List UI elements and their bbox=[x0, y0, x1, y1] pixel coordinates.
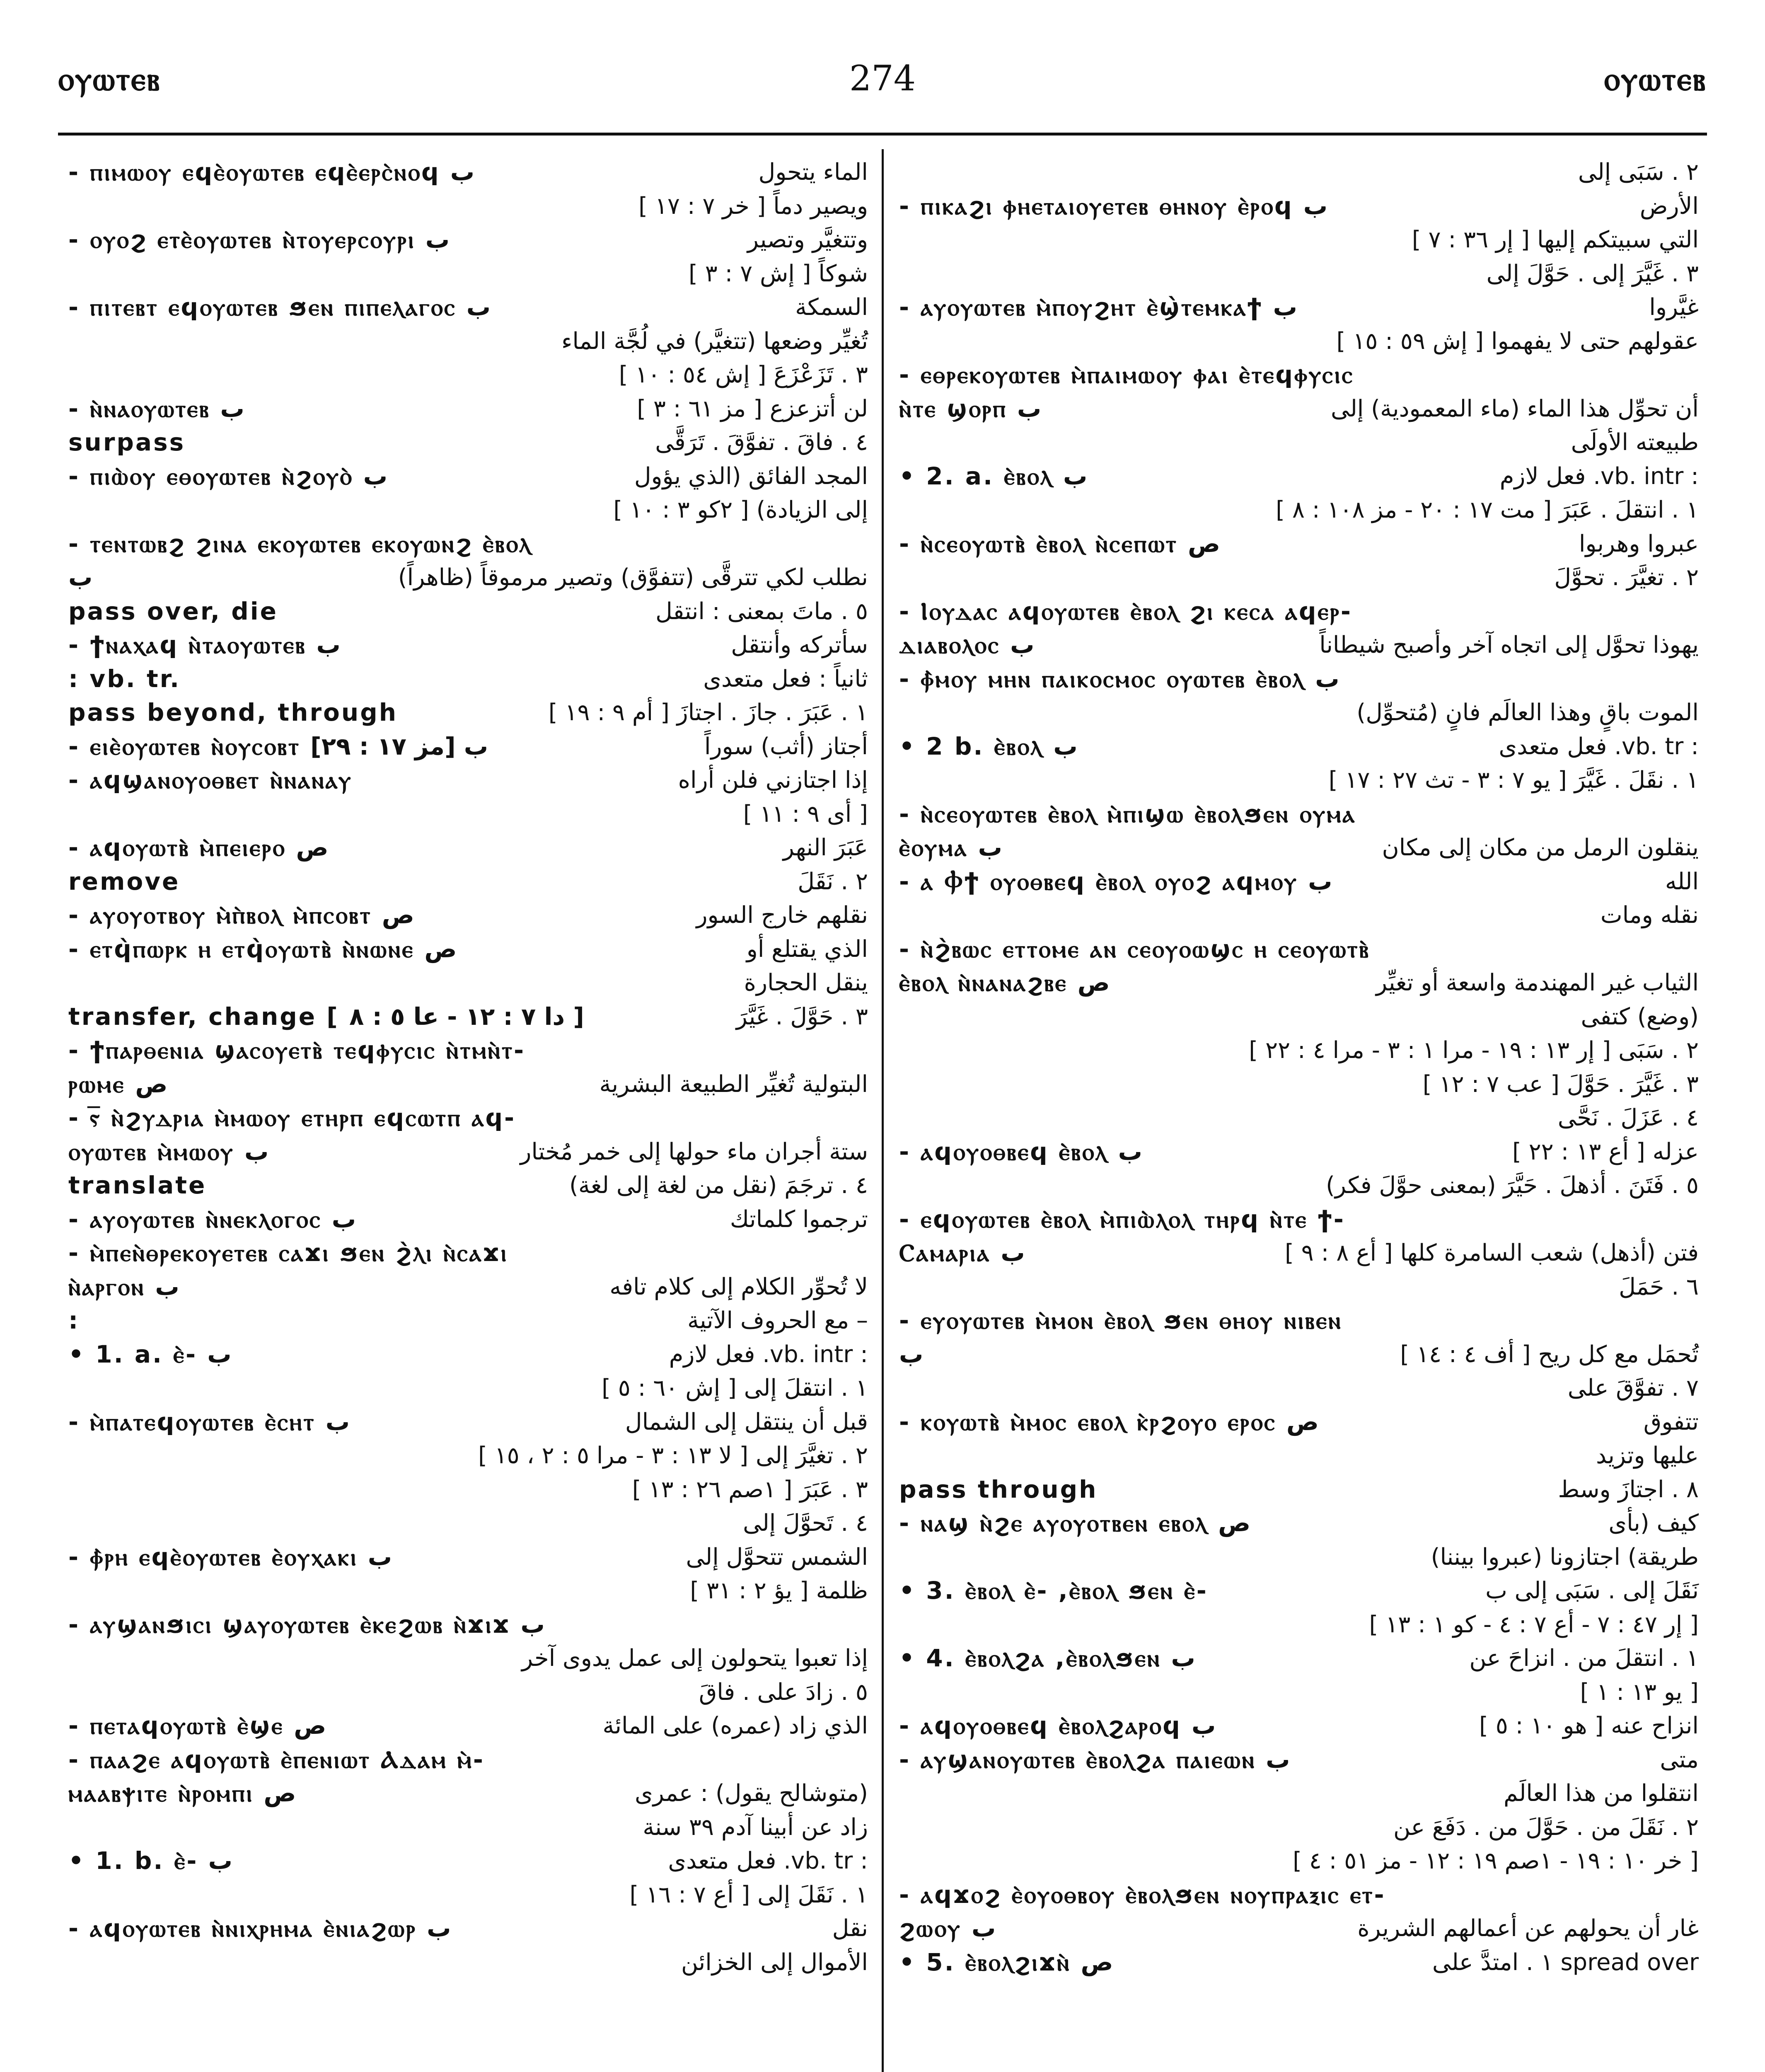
arabic-gloss: أن تحوِّل هذا الماء (ماء المعمودية) إلى bbox=[1331, 395, 1699, 422]
arabic-gloss: spread over ١ . امتدَّ على bbox=[1432, 1949, 1699, 1976]
coptic-text: ⲟⲩⲱⲧⲉⲃ ⲙ̀ⲙⲱⲟⲩ ب bbox=[68, 1137, 269, 1166]
arabic-gloss: زاد عن أبينا آدم ٣٩ سنة bbox=[643, 1813, 868, 1841]
dictionary-line bbox=[68, 223, 868, 257]
dictionary-line bbox=[68, 696, 868, 730]
dictionary-line bbox=[899, 898, 1699, 932]
dictionary-line bbox=[899, 797, 1699, 831]
coptic-text: ⲛ̀ⲧⲉ ϣⲟⲣⲡ ب bbox=[899, 394, 1042, 423]
dictionary-line bbox=[68, 1067, 868, 1101]
arabic-gloss: الأموال إلى الخزائن bbox=[681, 1949, 868, 1976]
dictionary-line bbox=[68, 460, 868, 494]
arabic-gloss: ٣ . تَزَعْزَعَ [ إش ٥٤ : ١٠ ] bbox=[619, 361, 868, 388]
arabic-gloss: الذي زاد (عمره) على المائة bbox=[602, 1712, 868, 1739]
dictionary-line bbox=[899, 1574, 1699, 1608]
dictionary-line bbox=[899, 696, 1699, 730]
arabic-gloss: تُحمَل مع كل ريح [ أف ٤ : ١٤ ] bbox=[1400, 1341, 1699, 1368]
coptic-text: - ⲟⲩⲟϩ ⲉⲧⲉ̀ⲟⲩⲱⲧⲉⲃ ⲛ̀ⲧⲟⲩⲉⲣⲥⲟⲩⲣⲓ ب bbox=[68, 225, 450, 254]
arabic-gloss: – مع الحروف الآتية bbox=[687, 1307, 868, 1334]
dictionary-line bbox=[68, 1743, 868, 1777]
coptic-text: - ⲡⲁⲁϩⲉ ⲁϥⲟⲩⲱⲧⲃ̀ ⲉ̀ⲡⲉⲛⲓⲱⲧ Ⲁⲇⲁⲙ ⲙ̀- bbox=[68, 1745, 485, 1774]
arabic-gloss: نَقَلَ إلى . سَبَى إلى ب bbox=[1485, 1577, 1699, 1604]
coptic-text: - ⲁⲩⲟⲩⲱⲧⲉⲃ ⲛ̀ⲛⲉⲕⲗⲟⲅⲟⲥ ب bbox=[68, 1205, 356, 1233]
coptic-text: pass over, die bbox=[68, 597, 278, 625]
dictionary-line bbox=[68, 1912, 868, 1946]
coptic-text: Ⲥⲁⲙⲁⲣⲓⲁ ب bbox=[899, 1239, 1025, 1267]
arabic-gloss: الثياب غير المهندمة واسعة أو تغيِّر bbox=[1376, 969, 1699, 996]
arabic-gloss: [ خر ١٠ : ١٩ - ١صم ١٩ : ١٢ - مز ٥١ : ٤ ] bbox=[1293, 1847, 1699, 1874]
arabic-gloss: طبيعته الأولَى bbox=[1571, 429, 1699, 456]
arabic-gloss: كيف (بأى bbox=[1608, 1510, 1699, 1537]
coptic-text: - ⲉϥⲟⲩⲱⲧⲉⲃ ⲉ̀ⲃⲟⲗ ⲙ̀ⲡⲓⲱ̀ⲗⲟⲗ ⲧⲏⲣϥ ⲛ̀ⲧⲉ ϯ- bbox=[899, 1205, 1345, 1233]
dictionary-line bbox=[68, 1473, 868, 1507]
dictionary-line bbox=[68, 1675, 868, 1709]
arabic-gloss: أجتاز (أثب) سوراً bbox=[704, 733, 868, 760]
dictionary-line bbox=[899, 1709, 1699, 1743]
dictionary-line bbox=[899, 257, 1699, 291]
arabic-gloss: الذي يقتلع أو bbox=[746, 935, 868, 963]
coptic-text: ϩⲱⲟⲩ ب bbox=[899, 1914, 996, 1942]
coptic-text: • 1. a. ⲉ̀- ب bbox=[68, 1340, 232, 1368]
dictionary-line bbox=[899, 932, 1699, 966]
dictionary-line bbox=[899, 155, 1699, 189]
coptic-text: • 2 b. ⲉ̀ⲃⲟⲗ ب bbox=[899, 732, 1078, 760]
arabic-gloss: الأرض bbox=[1639, 192, 1699, 220]
arabic-gloss: ٢ . سَبَى إلى bbox=[1578, 159, 1699, 186]
arabic-gloss: نقل bbox=[832, 1915, 868, 1942]
coptic-text: - ⲋ̅ ⲛ̀ϩⲩⲇⲣⲓⲁ ⲙ̀ⲙⲱⲟⲩ ⲉⲧⲏⲣⲡ ⲉϥⲥⲱⲧⲡ ⲁϥ- bbox=[68, 1104, 516, 1132]
coptic-text: ⲛ̀ⲁⲣⲅⲟⲛ ب bbox=[68, 1272, 179, 1301]
arabic-gloss: ١ . عَبَرَ . جازَ . اجتازَ [ أم ٩ : ١٩ ] bbox=[548, 699, 868, 726]
dictionary-line bbox=[899, 358, 1699, 392]
dictionary-line bbox=[68, 932, 868, 966]
dictionary-line bbox=[899, 1540, 1699, 1574]
arabic-gloss: غار أن يحولهم عن أعمالهم الشريرة bbox=[1357, 1915, 1699, 1942]
arabic-gloss: ٢ . تغيَّرَ . تحوَّلَ bbox=[1554, 564, 1699, 591]
coptic-text: • 1. b. ⲉ̀- ب bbox=[68, 1847, 232, 1875]
arabic-gloss: يهوذا تحوَّل إلى اتجاه آخر وأصبح شيطاناً bbox=[1319, 632, 1699, 658]
arabic-gloss: [ يو ١٣ : ١ ] bbox=[1580, 1678, 1699, 1706]
dictionary-line bbox=[899, 1101, 1699, 1135]
coptic-text: ⲣⲱⲙⲉ ص bbox=[68, 1070, 168, 1098]
arabic-gloss: نقله ومات bbox=[1600, 902, 1699, 929]
arabic-gloss: طريقة) اجتازونا (عبروا بيننا) bbox=[1431, 1543, 1699, 1571]
dictionary-line bbox=[899, 1338, 1699, 1372]
arabic-gloss: عَبَرَ النهر bbox=[783, 834, 868, 861]
dictionary-line bbox=[68, 797, 868, 831]
arabic-gloss: عبروا وهربوا bbox=[1579, 530, 1699, 557]
coptic-text: - ⲡⲉⲧⲁϥⲟⲩⲱⲧⲃ̀ ⲉ̀ϣⲉ ص bbox=[68, 1711, 326, 1740]
dictionary-line bbox=[68, 155, 868, 189]
arabic-gloss: انزاح عنه [ هو ١٠ : ٥ ] bbox=[1479, 1712, 1699, 1739]
dictionary-line bbox=[68, 1608, 868, 1642]
arabic-gloss: [ أى ٩ : ١١ ] bbox=[743, 800, 868, 828]
dictionary-line bbox=[68, 1000, 868, 1034]
coptic-text: - ϯⲡⲁⲣⲑⲉⲛⲓⲁ ϣⲁⲥⲟⲩⲉⲧⲃ̀ ⲧⲉϥⲫⲩⲥⲓⲥ ⲛ̀ⲧⲙⲛ̀ⲧ- bbox=[68, 1036, 526, 1064]
header-rule bbox=[58, 133, 1707, 136]
arabic-gloss: ١ . انتقلَ من . انزاحَ عن bbox=[1469, 1645, 1699, 1672]
arabic-gloss: ٤ . تَحوَّلَ إلى bbox=[743, 1510, 868, 1537]
dictionary-line bbox=[68, 831, 868, 865]
coptic-text: - ϯⲛⲁⲭⲁϥ ⲛ̀ⲧⲁⲟⲩⲱⲧⲉⲃ ب bbox=[68, 631, 341, 659]
arabic-gloss: المجد الفائق (الذي يؤول bbox=[634, 462, 868, 490]
dictionary-line bbox=[899, 730, 1699, 764]
arabic-gloss: ١ . انتقلَ إلى [ إش ٦٠ : ٥ ] bbox=[602, 1375, 868, 1402]
arabic-gloss: ٥ . ماتَ بمعنى : انتقل bbox=[655, 598, 868, 625]
arabic-gloss: الموت باقٍ وهذا العالَم فانٍ (مُتحوِّل) bbox=[1356, 699, 1699, 726]
arabic-gloss: ٨ . اجتازَ وسط bbox=[1558, 1476, 1699, 1503]
dictionary-line bbox=[68, 1709, 868, 1743]
arabic-gloss: غيَّروا bbox=[1649, 294, 1699, 321]
dictionary-line bbox=[899, 392, 1699, 426]
arabic-gloss: [ إر ٤٧ : ٧ - أع ٧ : ٤ - كو ١ : ١٣ ] bbox=[1369, 1611, 1699, 1638]
coptic-text: - ⲉⲩⲟⲩⲱⲧⲉⲃ ⲙ̀ⲙⲟⲛ ⲉ̀ⲃⲟⲗ ϧⲉⲛ ⲑⲏⲟⲩ ⲛⲓⲃⲉⲛ bbox=[899, 1306, 1342, 1334]
dictionary-line bbox=[68, 1811, 868, 1844]
arabic-gloss: ١ . نَقَلَ إلى [ أع ٧ : ١٦ ] bbox=[629, 1881, 868, 1908]
dictionary-line bbox=[899, 1743, 1699, 1777]
arabic-gloss: ٥ . زادَ على . فاقَ bbox=[699, 1678, 868, 1706]
dictionary-line bbox=[68, 1135, 868, 1169]
dictionary-line bbox=[68, 1034, 868, 1067]
dictionary-line bbox=[68, 257, 868, 291]
coptic-text: : vb. tr. bbox=[68, 664, 181, 693]
coptic-text: - ⲛ̀ⲛⲁⲟⲩⲱⲧⲉⲃ ب bbox=[68, 394, 244, 423]
coptic-text: - ⲁϥϫⲟϩ ⲉ̀ⲟⲩⲟⲑⲃⲟⲩ ⲉ̀ⲃⲟⲗϧⲉⲛ ⲛⲟⲩⲡⲣⲁⲝⲓⲥ ⲉⲧ- bbox=[899, 1880, 1386, 1909]
dictionary-line bbox=[899, 1371, 1699, 1405]
dictionary-line bbox=[68, 628, 868, 662]
arabic-gloss: : vb. intr. فعل لازم bbox=[1499, 462, 1699, 490]
dictionary-line bbox=[68, 1878, 868, 1912]
dictionary-line bbox=[68, 290, 868, 324]
dictionary-line bbox=[899, 1067, 1699, 1101]
arabic-gloss: البتولية تُغيِّر الطبيعة البشرية bbox=[599, 1070, 868, 1098]
dictionary-line bbox=[68, 1371, 868, 1405]
dictionary-line bbox=[68, 1270, 868, 1304]
dictionary-line bbox=[899, 662, 1699, 696]
dictionary-line bbox=[899, 1000, 1699, 1034]
dictionary-line bbox=[899, 1844, 1699, 1878]
coptic-text: - ⲡⲓⲕⲁϩⲓ ⲫⲏⲉⲧⲁⲓⲟⲩⲉⲧⲉⲃ ⲑⲏⲛⲟⲩ ⲉ̀ⲣⲟϥ ب bbox=[899, 191, 1328, 220]
coptic-text: ب bbox=[899, 1340, 924, 1368]
dictionary-line bbox=[899, 1641, 1699, 1675]
dictionary-line bbox=[899, 1946, 1699, 1980]
dictionary-line bbox=[899, 831, 1699, 865]
coptic-text: - ⲉⲧϥ̀ⲡⲱⲣⲕ ⲏ ⲉⲧϥ̀ⲟⲩⲱⲧⲃ̀ ⲛ̀ⲛⲱⲛⲉ ص bbox=[68, 934, 457, 963]
coptic-text: - ⲛ̀ⲥⲉⲟⲩⲱⲧⲃ̀ ⲉ̀ⲃⲟⲗ ⲛ̀ⲥⲉⲡⲱⲧ ص bbox=[899, 529, 1221, 558]
coptic-text: translate bbox=[68, 1171, 207, 1199]
coptic-text: - ⲙ̀ⲡⲁⲧⲉϥⲟⲩⲱⲧⲉⲃ ⲉ̀ⲥⲏⲧ ب bbox=[68, 1407, 350, 1436]
arabic-gloss: ٣ . حَوَّلَ . غَيَّرَ bbox=[736, 1003, 868, 1030]
dictionary-line bbox=[899, 493, 1699, 527]
dictionary-line bbox=[899, 1135, 1699, 1169]
arabic-gloss: : vb. intr. فعل لازم bbox=[669, 1341, 868, 1368]
arabic-gloss: (وضع) كتفى bbox=[1581, 1003, 1699, 1030]
arabic-gloss: ٢ . نَقَلَ من . حَوَّلَ من . دَفَعَ عن bbox=[1393, 1813, 1699, 1841]
dictionary-line bbox=[68, 1946, 868, 1980]
dictionary-line bbox=[68, 1304, 868, 1338]
dictionary-line bbox=[899, 763, 1699, 797]
coptic-text: - ⲛⲁϣ ⲛ̀ϩⲉ ⲁⲩⲟⲩⲟⲧⲃⲉⲛ ⲉⲃⲟⲗ ص bbox=[899, 1509, 1251, 1537]
dictionary-line bbox=[899, 1236, 1699, 1270]
arabic-gloss: السمكة bbox=[795, 294, 868, 321]
right-column bbox=[899, 155, 1699, 2072]
arabic-gloss: ينقل الحجارة bbox=[744, 969, 868, 996]
dictionary-line bbox=[68, 763, 868, 797]
dictionary-line bbox=[68, 1844, 868, 1878]
coptic-text: - ⲁⲩⲟⲩⲟⲧⲃⲟⲩ ⲙ̀ⲡ̀ⲃⲟⲗ ⲙ̀ⲡⲥⲟⲃⲧ ص bbox=[68, 901, 414, 929]
page-number: 274 bbox=[849, 58, 916, 99]
coptic-text: • 5. ⲉ̀ⲃⲟⲗϩⲓϫⲛ̀ ص bbox=[899, 1948, 1113, 1976]
coptic-text: • 3. ⲉ̀ⲃⲟⲗ ⲉ̀- ,ⲉ̀ⲃⲟⲗ ϧⲉⲛ ⲉ̀- bbox=[899, 1576, 1208, 1605]
coptic-text: - ⲁϥϣⲁⲛⲟⲩⲟⲑⲃⲉⲧ ⲛ̀ⲛⲁⲛⲁⲩ bbox=[68, 766, 353, 794]
dictionary-line bbox=[68, 1405, 868, 1439]
arabic-gloss: لن أتزعزع [ مز ٦١ : ٣ ] bbox=[637, 395, 868, 422]
arabic-gloss: ستة أجران ماء حولها إلى خمر مُختار bbox=[520, 1138, 868, 1165]
column-divider bbox=[882, 149, 884, 2072]
arabic-gloss: ٢ . تغيَّرَ إلى [ لا ١٣ : ٣ - مرا ٥ : ٢ ، ١٥ ] bbox=[478, 1442, 868, 1469]
arabic-gloss: انتقلوا من هذا العالَم bbox=[1504, 1780, 1699, 1807]
arabic-gloss: قبل أن ينتقل إلى الشمال bbox=[625, 1408, 868, 1435]
coptic-text: - ⲙ̀ⲡⲉⲛ̀ⲑⲣⲉⲕⲟⲩⲉⲧⲉⲃ ⲥⲁϫⲓ ϧⲉⲛ ϩ̀ⲗⲓ ⲛ̀ⲥⲁϫⲓ bbox=[68, 1239, 508, 1267]
arabic-gloss: ويصير دماً [ خر ٧ : ١٧ ] bbox=[638, 192, 868, 220]
dictionary-line bbox=[899, 189, 1699, 223]
dictionary-line bbox=[68, 966, 868, 1000]
dictionary-line bbox=[899, 223, 1699, 257]
dictionary-line bbox=[68, 1169, 868, 1203]
dictionary-line bbox=[899, 527, 1699, 561]
arabic-gloss: ٢ . نَقَلَ bbox=[798, 868, 868, 895]
dictionary-line bbox=[899, 1203, 1699, 1237]
coptic-text: - ⲫ̀ⲣⲏ ⲉϥⲉ̀ⲟⲩⲱⲧⲉⲃ ⲉ̀ⲟⲩⲭⲁⲕⲓ ب bbox=[68, 1542, 392, 1571]
arabic-gloss: ظلمة [ يؤ ٢ : ٣١ ] bbox=[690, 1577, 868, 1604]
arabic-gloss: ٢ . سَبَى [ إر ١٣ : ١٩ - مرا ١ : ٣ - مرا ٤ : ٢٢ ] bbox=[1249, 1037, 1699, 1064]
coptic-text: - ⲡⲓⲙⲱⲟⲩ ⲉϥⲉ̀ⲟⲩⲱⲧⲉⲃ ⲉϥⲉ̀ⲉⲣⲥ̀ⲛⲟϥ ب bbox=[68, 158, 474, 186]
coptic-text: remove bbox=[68, 867, 180, 896]
coptic-text: - ⲉⲓⲉ̀ⲟⲩⲱⲧⲉⲃ ⲛ̀ⲟⲩⲥⲟⲃⲧ ب [مز ١٧ : ٢٩] bbox=[68, 732, 488, 760]
dictionary-line bbox=[899, 290, 1699, 324]
dictionary-line bbox=[899, 1912, 1699, 1946]
dictionary-line bbox=[899, 1777, 1699, 1811]
coptic-text: - ⲉⲑⲣⲉⲕⲟⲩⲱⲧⲉⲃ ⲙ̀ⲡⲁⲓⲙⲱⲟⲩ ⲫⲁⲓ ⲉ̀ⲧⲉϥⲫⲩⲥⲓⲥ bbox=[899, 361, 1354, 389]
dictionary-line bbox=[68, 865, 868, 899]
dictionary-line bbox=[899, 1405, 1699, 1439]
arabic-gloss: ٣ . عَبَرَ [ ١صم ٢٦ : ١٣ ] bbox=[632, 1476, 868, 1503]
arabic-gloss: عليها وتزيد bbox=[1596, 1442, 1699, 1469]
arabic-gloss: ٣ . غَيَّرَ إلى . حَوَّلَ إلى bbox=[1486, 260, 1699, 287]
dictionary-line bbox=[68, 392, 868, 426]
dictionary-line bbox=[68, 1338, 868, 1372]
dictionary-line bbox=[899, 561, 1699, 595]
coptic-text: - ⲁⲩⲟⲩⲱⲧⲉⲃ ⲙ̀ⲡⲟⲩϩⲏⲧ ⲉ̀ϣ̀ⲧⲉⲙⲕⲁϯ ب bbox=[899, 293, 1297, 321]
arabic-gloss: ١ . نقَلَ . غَيَّرَ [ يو ٧ : ٣ - تث ٢٧ : ١٧ ] bbox=[1328, 767, 1699, 794]
arabic-gloss: : vb. tr. فعل متعدى bbox=[668, 1847, 868, 1874]
arabic-gloss: ٦ . حَمَلَ bbox=[1619, 1273, 1699, 1300]
dictionary-line bbox=[899, 426, 1699, 460]
dictionary-line bbox=[899, 1811, 1699, 1844]
dictionary-line bbox=[899, 460, 1699, 494]
dictionary-line bbox=[68, 324, 868, 358]
dictionary-line bbox=[68, 493, 868, 527]
coptic-text: - ⲁ Ⲫϯ ⲟⲩⲟⲑⲃⲉϥ ⲉ̀ⲃⲟⲗ ⲟⲩⲟϩ ⲁϥⲙⲟⲩ ب bbox=[899, 867, 1332, 896]
dictionary-line bbox=[899, 1608, 1699, 1642]
arabic-gloss: عقولهم حتى لا يفهموا [ إش ٥٩ : ١٥ ] bbox=[1336, 327, 1699, 355]
arabic-gloss: فتن (أذهل) شعب السامرة كلها [ أع ٨ : ٩ ] bbox=[1284, 1239, 1699, 1266]
coptic-text: pass through bbox=[899, 1475, 1098, 1503]
dictionary-line bbox=[68, 1777, 868, 1811]
dictionary-line bbox=[68, 898, 868, 932]
coptic-text: pass beyond, through bbox=[68, 698, 398, 726]
coptic-text: - ⲡⲓⲱ̀ⲟⲩ ⲉⲑⲟⲩⲱⲧⲉⲃ ⲛ̀ϩⲟⲩⲟ̀ ب bbox=[68, 462, 388, 490]
coptic-text: surpass bbox=[68, 428, 186, 456]
dictionary-line bbox=[899, 1506, 1699, 1540]
dictionary-line bbox=[899, 1473, 1699, 1507]
arabic-gloss: ٣ . غَيَّرَ . حَوَّلَ [ عب ٧ : ١٢ ] bbox=[1422, 1070, 1699, 1098]
coptic-text: ⲉ̀ⲟⲩⲙⲁ ب bbox=[899, 833, 1002, 862]
dictionary-line bbox=[899, 1878, 1699, 1912]
arabic-gloss: متى bbox=[1660, 1746, 1699, 1773]
coptic-text: • 4. ⲉ̀ⲃⲟⲗϩⲁ ,ⲉ̀ⲃⲟⲗϧⲉⲛ ب bbox=[899, 1644, 1195, 1672]
dictionary-line bbox=[899, 1169, 1699, 1203]
arabic-gloss: التي سبيتكم إليها [ إر ٣٦ : ٧ ] bbox=[1412, 226, 1699, 253]
dictionary-line bbox=[68, 1574, 868, 1608]
dictionary-line bbox=[68, 358, 868, 392]
arabic-gloss: ينقلون الرمل من مكان إلى مكان bbox=[1382, 834, 1699, 861]
dictionary-line bbox=[899, 628, 1699, 662]
coptic-text: - ⲁⲩϣⲁⲛⲟⲩⲱⲧⲉⲃ ⲉ̀ⲃⲟⲗϩⲁ ⲡⲁⲓⲉⲱⲛ ب bbox=[899, 1745, 1290, 1774]
arabic-gloss: نقلهم خارج السور bbox=[696, 902, 868, 929]
arabic-gloss: لا تُحوِّر الكلام إلى كلام تافه bbox=[609, 1273, 868, 1300]
coptic-text: - ⲁϥⲟⲩⲱⲧⲃ̀ ⲙ̀ⲡⲉⲓⲉⲣⲟ ص bbox=[68, 833, 329, 862]
arabic-gloss: سأتركه وأنتقل bbox=[731, 632, 868, 658]
coptic-text: : bbox=[68, 1306, 80, 1334]
dictionary-line bbox=[899, 1675, 1699, 1709]
arabic-gloss: : vb. tr. فعل متعدى bbox=[1499, 733, 1699, 760]
coptic-text: ⲙⲁⲁⲃⲯⲓⲧⲉ ⲛ̀ⲣⲟⲙⲡⲓ ص bbox=[68, 1779, 296, 1807]
arabic-gloss: ١ . انتقلَ . عَبَرَ [ مت ١٧ : ٢٠ - مز ١٠٨ : ٨ ] bbox=[1276, 496, 1699, 523]
dictionary-line bbox=[899, 1304, 1699, 1338]
arabic-gloss: تُغيِّر وضعها (تتغيَّر) في لُجَّة الماء bbox=[561, 327, 868, 355]
coptic-text: transfer, change [ دا ٧ : ١٢ - عا ٥ : ٨ ] bbox=[68, 1002, 586, 1031]
dictionary-line bbox=[68, 1540, 868, 1574]
coptic-text: - ⲛ̀ⲥⲉⲟⲩⲱⲧⲉⲃ ⲉ̀ⲃⲟⲗ ⲙ̀ⲡⲓϣⲱ ⲉ̀ⲃⲟⲗϧⲉⲛ ⲟⲩⲙⲁ bbox=[899, 799, 1356, 828]
coptic-text: • 2. a. ⲉ̀ⲃⲟⲗ ب bbox=[899, 462, 1088, 490]
coptic-text: - ⲡⲓⲧⲉⲃⲧ ⲉϥⲟⲩⲱⲧⲉⲃ ϧⲉⲛ ⲡⲓⲡⲉⲗⲁⲅⲟⲥ ب bbox=[68, 293, 491, 321]
coptic-text: - ⲁϥⲟⲩⲟⲑⲃⲉϥ ⲉ̀ⲃⲟⲗ ب bbox=[899, 1137, 1142, 1166]
coptic-text: ⲉ̀ⲃⲟⲗ ⲛ̀ⲛⲁⲛⲁϩⲃⲉ ص bbox=[899, 968, 1110, 997]
coptic-text: - ⲁⲩϣⲁⲛϧⲓⲥⲓ ϣⲁⲩⲟⲩⲱⲧⲉⲃ ⲉ̀ⲕⲉϩⲱⲃ ⲛ̀ϫⲓϫ ب bbox=[68, 1610, 545, 1639]
coptic-text: - ⲛ̀ϩ̀ⲃⲱⲥ ⲉⲧⲧⲟⲙⲉ ⲁⲛ ⲥⲉⲟⲩⲟⲱϣⲥ ⲏ ⲥⲉⲟⲩⲱⲧⲃ̀ bbox=[899, 934, 1370, 963]
dictionary-line bbox=[68, 1439, 868, 1473]
dictionary-line bbox=[68, 730, 868, 764]
running-head-right: ⲟⲩⲱⲧⲉⲃ bbox=[1604, 60, 1707, 98]
arabic-gloss: إذا اجتازني فلن أراه bbox=[678, 767, 868, 794]
dictionary-line bbox=[899, 324, 1699, 358]
dictionary-line bbox=[899, 1034, 1699, 1067]
arabic-gloss: ترجموا كلماتك bbox=[730, 1205, 868, 1233]
arabic-gloss: (متوشالح يقول) : عمرى bbox=[634, 1780, 868, 1807]
coptic-text: ب bbox=[68, 563, 93, 591]
coptic-text: ⲇⲓⲁⲃⲟⲗⲟⲥ ب bbox=[899, 631, 1035, 659]
coptic-text: - ⲁϥⲟⲩⲱⲧⲉⲃ ⲛ̀ⲛⲓⲭⲣⲏⲙⲁ ⲉ̀ⲛⲓⲁϩⲱⲣ ب bbox=[68, 1914, 451, 1942]
arabic-gloss: إذا تعبوا يتحولون إلى عمل يدوى آخر bbox=[522, 1645, 868, 1672]
arabic-gloss: ثانياً : فعل متعدى bbox=[703, 665, 868, 692]
arabic-gloss: ٤ . فاقَ . تفوَّقَ . تَرَقَّى bbox=[655, 429, 868, 456]
dictionary-line bbox=[899, 1439, 1699, 1473]
dictionary-line bbox=[68, 527, 868, 561]
dictionary-line bbox=[899, 865, 1699, 899]
left-column bbox=[68, 155, 868, 2072]
arabic-gloss: إلى الزيادة) [ ٢كو ٣ : ١٠ ] bbox=[613, 496, 868, 523]
coptic-text: - ⲁϥⲟⲩⲟⲑⲃⲉϥ ⲉ̀ⲃⲟⲗϩⲁⲣⲟϥ ب bbox=[899, 1711, 1216, 1740]
dictionary-line bbox=[68, 1641, 868, 1675]
coptic-text: - ⲕⲟⲩⲱⲧⲃ̀ ⲙ̀ⲙⲟⲥ ⲉⲃⲟⲗ ⲕ̀ⲣϩⲟⲩⲟ ⲉⲣⲟⲥ ص bbox=[899, 1407, 1319, 1436]
arabic-gloss: الله bbox=[1665, 868, 1699, 895]
arabic-gloss: الشمس تتحوَّل إلى bbox=[686, 1543, 868, 1571]
arabic-gloss: ٧ . تفوَّقَ على bbox=[1567, 1375, 1699, 1402]
dictionary-line bbox=[68, 1236, 868, 1270]
coptic-text: - ⲧⲉⲛⲧⲱⲃϩ ϩⲓⲛⲁ ⲉⲕⲟⲩⲱⲧⲉⲃ ⲉⲕⲟⲩⲱⲛϩ ⲉ̀ⲃⲟⲗ bbox=[68, 529, 532, 558]
arabic-gloss: نطلب لكي تترقَّى (تتفوَّق) وتصير مرموقاً (ظاهراً) bbox=[398, 564, 868, 591]
dictionary-line bbox=[68, 1203, 868, 1237]
dictionary-line bbox=[899, 1270, 1699, 1304]
dictionary-line bbox=[68, 595, 868, 629]
arabic-gloss: ٤ . ترجَمَ (نقل من لغة إلى لغة) bbox=[569, 1172, 868, 1199]
arabic-gloss: ٤ . عَزَلَ . نَحَّى bbox=[1557, 1104, 1699, 1131]
dictionary-line bbox=[68, 1101, 868, 1135]
coptic-text: - ⲫ̀ⲙⲟⲩ ⲙⲏⲛ ⲡⲁⲓⲕⲟⲥⲙⲟⲥ ⲟⲩⲱⲧⲉⲃ ⲉ̀ⲃⲟⲗ ب bbox=[899, 664, 1339, 693]
arabic-gloss: ٥ . فَتَنَ . أذهلَ . حَيَّرَ (بمعنى حوَّلَ فكر) bbox=[1326, 1172, 1699, 1199]
arabic-gloss: وتتغيَّر وتصير bbox=[747, 226, 868, 253]
dictionary-line bbox=[68, 426, 868, 460]
dictionary-line bbox=[68, 561, 868, 595]
arabic-gloss: شوكاً [ إش ٧ : ٣ ] bbox=[688, 260, 868, 287]
dictionary-line bbox=[68, 189, 868, 223]
arabic-gloss: تتفوق bbox=[1643, 1408, 1699, 1435]
running-head-left: ⲟⲩⲱⲧⲉⲃ bbox=[58, 60, 161, 98]
dictionary-line bbox=[899, 966, 1699, 1000]
coptic-text: - Ⲓⲟⲩⲇⲁⲥ ⲁϥⲟⲩⲱⲧⲉⲃ ⲉ̀ⲃⲟⲗ ϩⲓ ⲕⲉⲥⲁ ⲁϥⲉⲣ- bbox=[899, 597, 1352, 625]
dictionary-line bbox=[68, 662, 868, 696]
page-header bbox=[0, 0, 1765, 137]
dictionary-line bbox=[899, 595, 1699, 629]
arabic-gloss: عزله [ أع ١٣ : ٢٢ ] bbox=[1512, 1138, 1699, 1165]
dictionary-line bbox=[68, 1506, 868, 1540]
arabic-gloss: الماء يتحول bbox=[758, 159, 868, 186]
